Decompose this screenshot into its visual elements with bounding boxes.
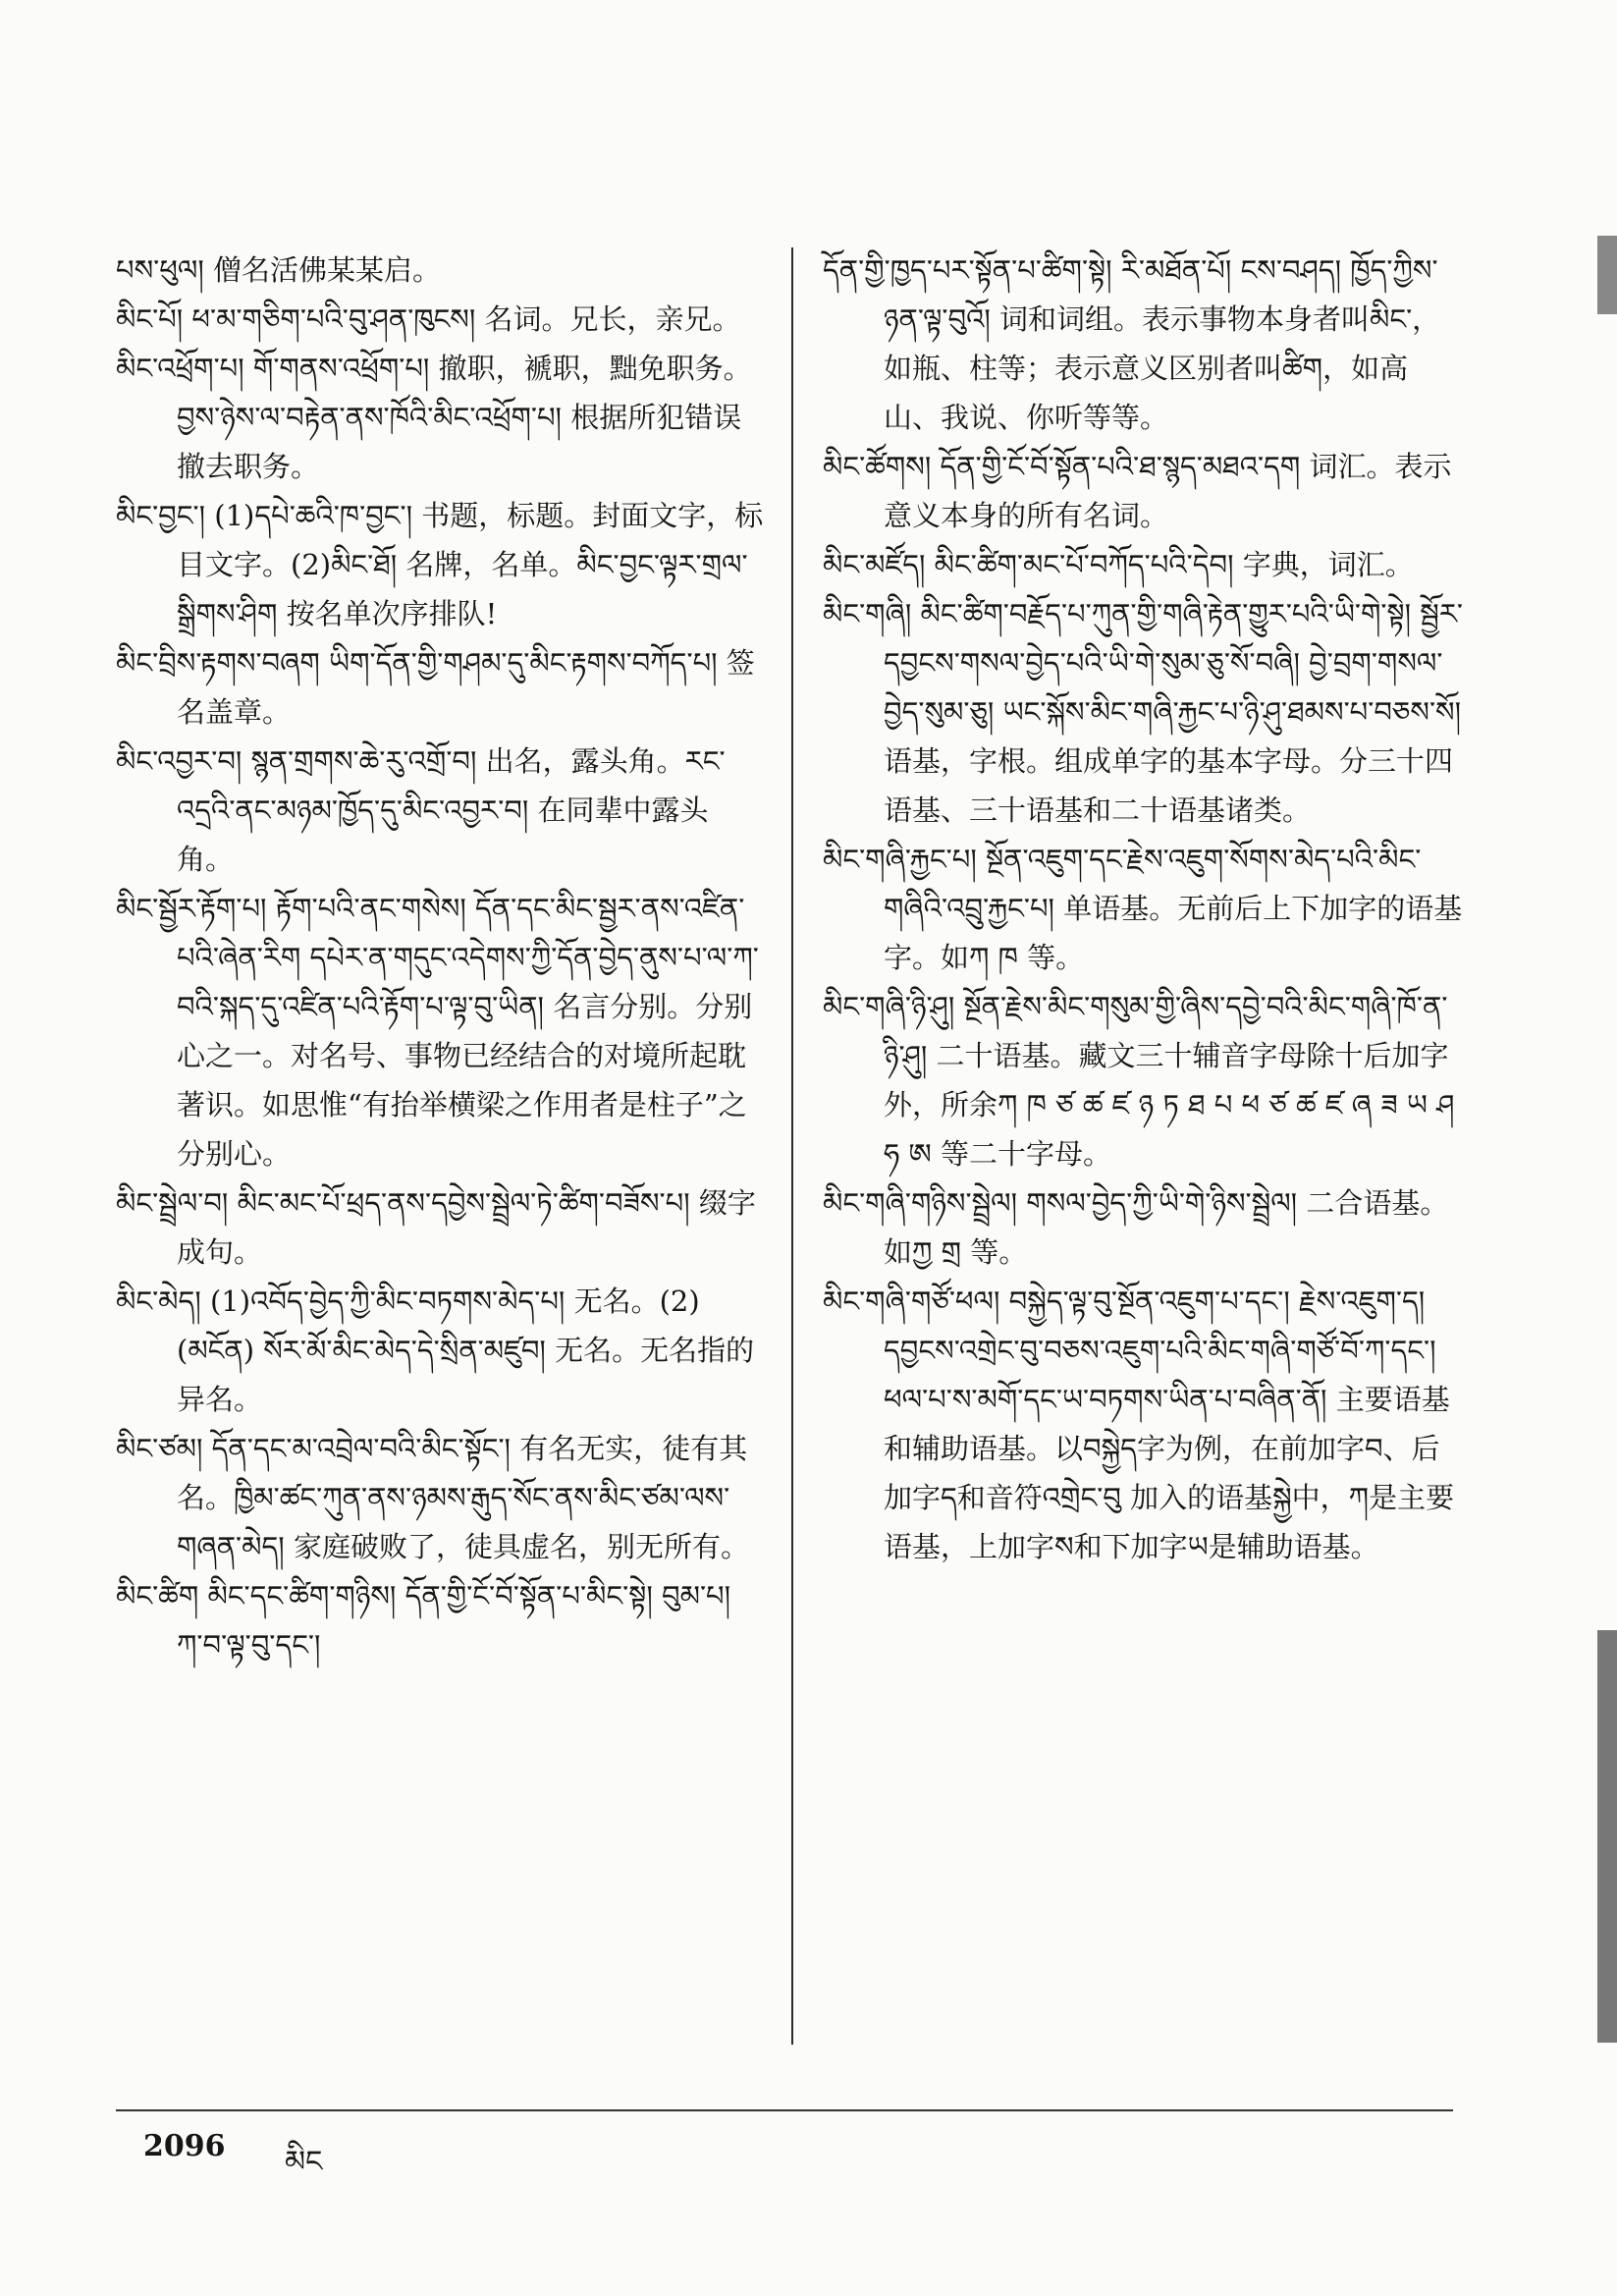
dictionary-entry: [823, 442, 1463, 540]
entry-text: མིང་གཞི་ཉི་ཤུ། སྔོན་རྗེས་མིང་གསུམ་གྱི་ཞིས་དབྱེ་བའི་མིང་གཞི་ཁོ་ན་ཉི་ཤུ། 二十语基。藏文三十辅音字母除十后加字外，所余ཀ ཁ ཙ ཚ ཛ ཉ ཏ ཐ པ ཕ ཙ ཚ ཛ ཞ ཟ ཡ ཤ ཧ ཨ 等二十字母。: [823, 990, 1455, 1171]
entry-text: མིང་འབྱར་བ། སྙན་གྲགས་ཆེ་རུ་འགྲོ་བ། 出名，露头角。རང་འདྲའི་ནང་མཉམ་ཁྱོད་དུ་མིང་འབྱར་བ། 在同辈中露头角。: [116, 744, 726, 876]
dictionary-entry: [116, 1424, 764, 1571]
entry-text: མིང་བྱང་། (1)དཔེ་ཆའི་ཁ་བྱང་། 书题，标题。封面文字，标目文字。(2)མིང་ཐོ། 名牌，名单。མིང་བྱང་ལྟར་གྲལ་སྒྲིགས་ཤིག 按名单次序排队!: [116, 499, 764, 630]
entry-text: མིང་འཕྲོག་པ། གོ་གནས་འཕྲོག་པ། 撤职，褫职，黜免职务。བྱས་ཉེས་ལ་བརྟེན་ནས་ཁོའི་མིང་འཕྲོག་པ། 根据所犯错误撤去职务。: [116, 352, 752, 483]
entry-text: མིང་བྲིས་རྟགས་བཞག ཡིག་དོན་གྱི་གཤམ་དུ་མིང་རྟགས་བཀོད་པ། 签名盖章。: [116, 646, 755, 729]
dictionary-entry: [116, 246, 764, 295]
entry-text: མིང་ཚོགས། དོན་གྱི་ངོ་བོ་སྟོན་པའི་ཐ་སྙད་མཐའ་དག 词汇。表示意义本身的所有名词。: [823, 450, 1452, 532]
entry-text: མིང་གཞི། མིང་ཚིག་བརྗོད་པ་ཀུན་གྱི་གཞི་རྟེན་གྱུར་པའི་ཡི་གེ་སྟེ། སྦྱོར་དབྱངས་གསལ་བྱེད་པའི་ཡི་གེ་སུམ་ཅུ་སོ་བཞི། བྱེ་བྲག་གསལ་བྱེད་སུམ་ཅུ། ཡང་སྐོས་མིང་གཞི་རྐྱང་པ་ཉི་ཤུ་ཐམས་པ་བཅས་སོ། 语基，字根。组成单字的基本字母。分三十四语基、三十语基和二十语基诸类。: [823, 597, 1464, 827]
entry-text: མིང་ཚིག མིང་དང་ཚིག་གཉིས། དོན་གྱི་ངོ་བོ་སྟོན་པ་མིང་སྟེ། བུམ་པ། ཀ་བ་ལྟ་བུ་དང་།: [116, 1579, 731, 1662]
entry-text: མིང་གཞི་གཙོ་ཕལ། བསྐྱེད་ལྟ་བུ་སྔོན་འཇུག་པ་དང་། རྗེས་འཇུག་ད། དབྱངས་འགྲེང་བུ་བཅས་འཇུག་པའི་མིང་གཞི་གཙོ་བོ་ཀ་དང་། ཕལ་པ་ས་མགོ་དང་ཡ་བཏགས་ཡིན་པ་བཞིན་ནོ། 主要语基和辅助语基。以བསྐྱེད字为例，在前加字བ、后加字ད和音符འགྲེང་བུ 加入的语基སྐྱེ中，ཀ是主要语基，上加字ས和下加字ཡ是辅助语基。: [823, 1285, 1455, 1563]
scan-edge-mark: [1597, 236, 1617, 314]
dictionary-entry: [823, 246, 1463, 442]
entry-text: མིང་མེད། (1)འབོད་བྱེད་ཀྱི་མིང་བཏགས་མེད་པ། 无名。(2)(མངོན) སོར་མོ་མིང་མེད་དེ་སྲིན་མཛུབ། 无名。无名指的异名。: [116, 1285, 755, 1416]
dictionary-entry: [116, 491, 764, 638]
dictionary-entry: [823, 1178, 1463, 1277]
entry-text: མིང་མཛོད། མིང་ཚིག་མང་པོ་བཀོད་པའི་དེབ། 字典，词汇。: [823, 548, 1414, 581]
entry-text: པས་ཕུལ། 僧名活佛某某启。: [116, 253, 441, 287]
dictionary-entry: [116, 344, 764, 491]
left-column: [116, 246, 764, 1669]
dictionary-entry: [116, 737, 764, 884]
page-number: 2096: [143, 2129, 226, 2163]
footer-rule: [116, 2109, 1453, 2111]
entry-text: མིང་སྦྱོར་རྟོག་པ། རྟོག་པའི་ནང་གསེས། དོན་དང་མིང་སྦྱར་ནས་འཛིན་པའི་ཞེན་རིག དཔེར་ན་གདུང་འདེགས་ཀྱི་དོན་བྱེད་ནུས་པ་ལ་ཀ་བའི་སྐད་དུ་འཛིན་པའི་རྟོག་པ་ལྟ་བུ་ཡིན། 名言分别。分别心之一。对名号、事物已经结合的对境所起耽著识。如思惟“有抬举横梁之作用者是柱子”之分别心。: [116, 892, 759, 1171]
dictionary-entry: [823, 1277, 1463, 1571]
dictionary-entry: [116, 1277, 764, 1424]
dictionary-entry: [116, 638, 764, 737]
entry-text: མིང་གཞི་གཉིས་སྦྲེལ། གསལ་བྱེད་ཀྱི་ཡི་གེ་ཉིས་སྦྲེལ། 二合语基。如ཀྱ གྲ 等。: [823, 1186, 1449, 1269]
entry-text: མིང་གཞི་རྐྱང་པ། སྔོན་འཇུག་དང་རྗེས་འཇུག་སོགས་མེད་པའི་མིང་གཞིའི་འབྲུ་རྐྱང་པ། 单语基。无前后上下加字的语基字。如ཀ ཁ 等。: [823, 843, 1463, 974]
entry-text: དོན་གྱི་ཁྱད་པར་སྟོན་པ་ཚིག་སྟེ། རི་མཐོན་པོ། ངས་བཤད། ཁྱོད་ཀྱིས་ཉན་ལྟ་བུའོ། 词和词组。表示事物本身者叫མིང་，如瓶、柱等；表示意义区别者叫ཚིག，如高山、我说、你听等等。: [823, 253, 1441, 434]
dictionary-entry: [823, 540, 1463, 589]
entry-text: མིང་པོ། ཕ་མ་གཅིག་པའི་བུ་ཤན་ཁུངས། 名词。兄长，亲兄。: [116, 302, 741, 336]
running-head: མིང: [285, 2145, 323, 2179]
scan-edge-mark: [1597, 1630, 1617, 2043]
dictionary-entry: [823, 982, 1463, 1178]
dictionary-entry: [116, 1571, 764, 1669]
column-divider: [791, 247, 793, 2045]
dictionary-entry: [823, 589, 1463, 835]
entry-text: མིང་ཙམ། དོན་དང་མ་འབྲེལ་བའི་མིང་སྟོང་། 有名无实，徒有其名。ཁྱིམ་ཚང་ཀུན་ནས་ཉམས་རྒུད་སོང་ནས་མིང་ཙམ་ལས་གཞན་མེད། 家庭破败了，徒具虚名，别无所有。: [116, 1432, 749, 1563]
entry-text: མིང་སྦྲེལ་བ། མིང་མང་པོ་ཕྲད་ནས་དབྱེས་སྦྲེལ་ཏེ་ཚིག་བཟོས་པ། 缀字成句。: [116, 1186, 756, 1269]
right-column: [823, 246, 1463, 1571]
dictionary-entry: [116, 884, 764, 1178]
dictionary-entry: [823, 835, 1463, 982]
dictionary-entry: [116, 1178, 764, 1277]
dictionary-entry: [116, 295, 764, 344]
